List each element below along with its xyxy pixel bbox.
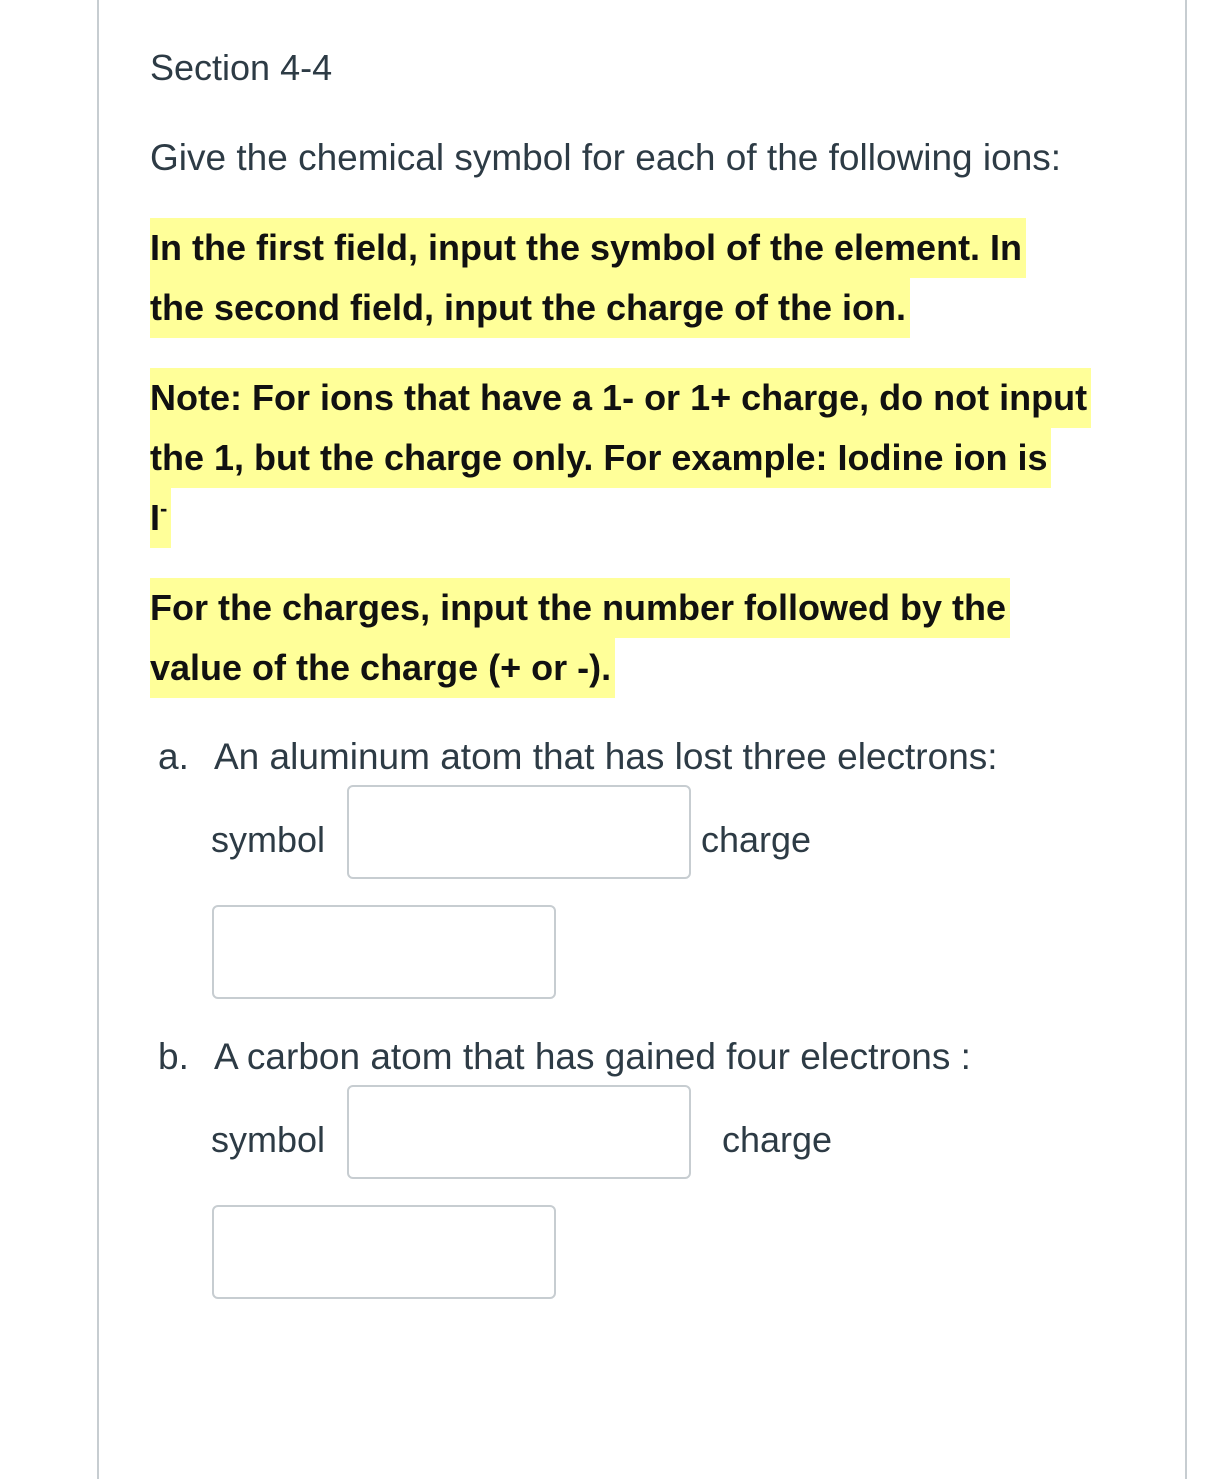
question-a (158, 733, 998, 781)
instruction-note (150, 368, 1091, 548)
iodide-example (150, 488, 171, 548)
question-letter: a. (158, 736, 189, 777)
symbol-label-a: symbol (211, 819, 326, 860)
charge-input-a[interactable] (212, 905, 556, 999)
question-text: A carbon atom that has gained four electrons : (214, 1036, 971, 1077)
iodide-charge: - (160, 496, 168, 521)
charge-label-a: charge (701, 819, 812, 860)
left-border (97, 0, 99, 1479)
symbol-label-b: symbol (211, 1119, 326, 1160)
instruction-line: Note: For ions that have a 1- or 1+ charge, do not input (150, 368, 1091, 428)
instruction-line: the second field, input the charge of the ion. (150, 278, 910, 338)
instruction-line: In the first field, input the symbol of the element. In (150, 218, 1026, 278)
symbol-input-b[interactable] (347, 1085, 691, 1179)
symbol-input-a[interactable] (347, 785, 691, 879)
charge-input-b[interactable] (212, 1205, 556, 1299)
charge-label-b: charge (722, 1119, 833, 1160)
instruction-line: the 1, but the charge only. For example: Iodine ion is (150, 428, 1051, 488)
instruction-charges (150, 578, 1010, 698)
question-prompt: Give the chemical symbol for each of the following ions: (150, 137, 1062, 178)
instruction-line: value of the charge (+ or -). (150, 638, 615, 698)
iodide-symbol: I (150, 497, 161, 538)
question-letter: b. (158, 1036, 189, 1077)
question-b (158, 1033, 971, 1081)
section-title: Section 4-4 (150, 47, 333, 88)
instruction-fields (150, 218, 1026, 338)
question-text: An aluminum atom that has lost three electrons: (214, 736, 998, 777)
right-border (1185, 0, 1187, 1479)
instruction-line: For the charges, input the number followed by the (150, 578, 1010, 638)
